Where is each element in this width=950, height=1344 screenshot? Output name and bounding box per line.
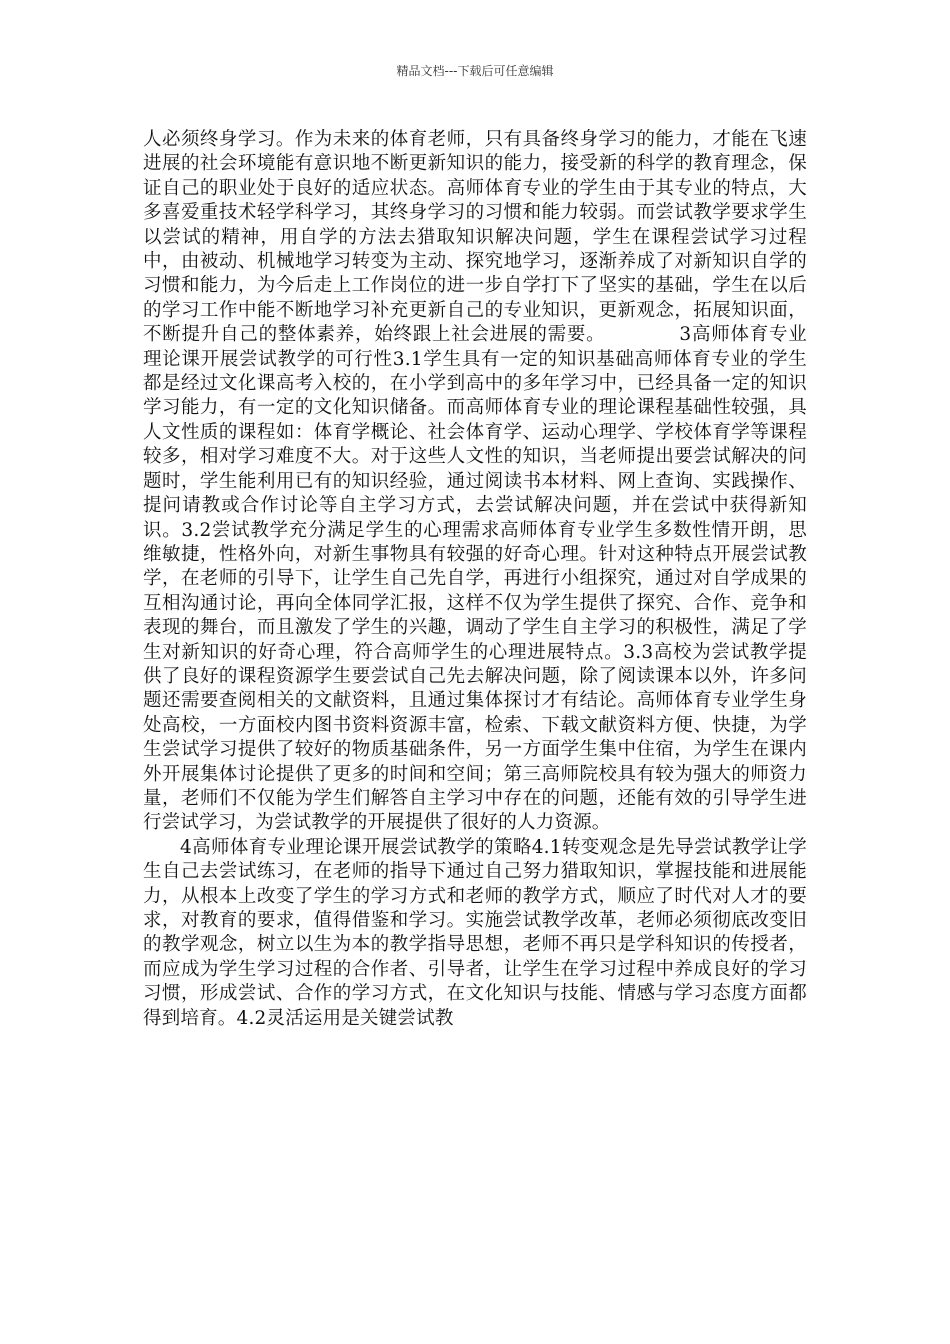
paragraph-1-part-a: 人必须终身学习。作为未来的体育老师，只有具备终身学习的能力，才能在飞速进展的社会环境能有意识地不断更新知识的能力，接受新的科学的教育理念，保证自己的职业处于良好的适应状态。高师体育专业的学生由于其专业的特点，大多喜爱重技术轻学科学习，其终身学习的习惯和能力较弱。而尝试教学要求学生以尝试的精神，用自学的方法去猎取知识解决问题，学生在课程尝试学习过程中，由被动、机械地学习转变为主动、探究地学习，逐渐养成了对新知识自学的习惯和能力，为今后走上工作岗位的进一步自学打下了坚实的基础，学生在以后的学习工作中能不断地学习补充更新自己的专业知识，更新观念，拓展知识面，不断提升自己的整体素养，始终跟上社会进展的需要。	[143, 129, 807, 346]
paragraph-1	[143, 128, 807, 836]
document-body	[143, 128, 807, 1031]
page-header: 精品文档---下载后可任意编辑	[396, 64, 554, 78]
paragraph-1-part-b: 3高师体育专业理论课开展尝试教学的可行性3.1学生具有一定的知识基础高师体育专业的学生都是经过文化课高考入校的，在小学到高中的多年学习中，已经具备一定的知识学习能力，有一定的文化知识储备。而高师体育专业的理论课程基础性较强，具人文性质的课程如：体育学概论、社会体育学、运动心理学、学校体育学等课程较多，相对学习难度不大。对于这些人文性的知识，当老师提出要尝试解决的问题时，学生能利用已有的知识经验，通过阅读书本材料、网上查询、实践操作、提问请教或合作讨论等自主学习方式，去尝试解决问题，并在尝试中获得新知识。3.2尝试教学充分满足学生的心理需求高师体育专业学生多数性情开朗，思维敏捷，性格外向，对新生事物具有较强的好奇心理。针对这种特点开展尝试教学，在老师的引导下，让学生自己先自学，再进行小组探究，通过对自学成果的互相沟通讨论，再向全体同学汇报，这样不仅为学生提供了探究、合作、竞争和表现的舞台，而且激发了学生的兴趣，调动了学生自主学习的积极性，满足了学生对新知识的好奇心理，符合高师学生的心理进展特点。3.3高校为尝试教学提供了良好的课程资源学生要尝试自己先去解决问题，除了阅读课本以外，许多问题还需要查阅相关的文献资料，且通过集体探讨才有结论。高师体育专业学生身处高校，一方面校内图书资料资源丰富，检索、下载文献资料方便、快捷，为学生尝试学习提供了较好的物质基础条件，另一方面学生集中住宿，为学生在课内外开展集体讨论提供了更多的时间和空间；第三高师院校具有较为强大的师资力量，老师们不仅能为学生们解答自主学习中存在的问题，还能有效的引导学生进行尝试学习，为尝试教学的开展提供了很好的人力资源。	[143, 324, 807, 834]
paragraph-2: 4高师体育专业理论课开展尝试教学的策略4.1转变观念是先导尝试教学让学生自己去尝试练习，在老师的指导下通过自己努力猎取知识，掌握技能和进展能力，从根本上改变了学生的学习方式和老师的教学方式，顺应了时代对人才的要求，对教育的要求，值得借鉴和学习。实施尝试教学改革，老师必须彻底改变旧的教学观念，树立以生为本的教学指导思想，老师不再只是学科知识的传授者，而应成为学生学习过程的合作者、引导者，让学生在学习过程中养成良好的学习习惯，形成尝试、合作的学习方式，在文化知识与技能、情感与学习态度方面都得到培育。4.2灵活运用是关键尝试教	[143, 836, 807, 1029]
